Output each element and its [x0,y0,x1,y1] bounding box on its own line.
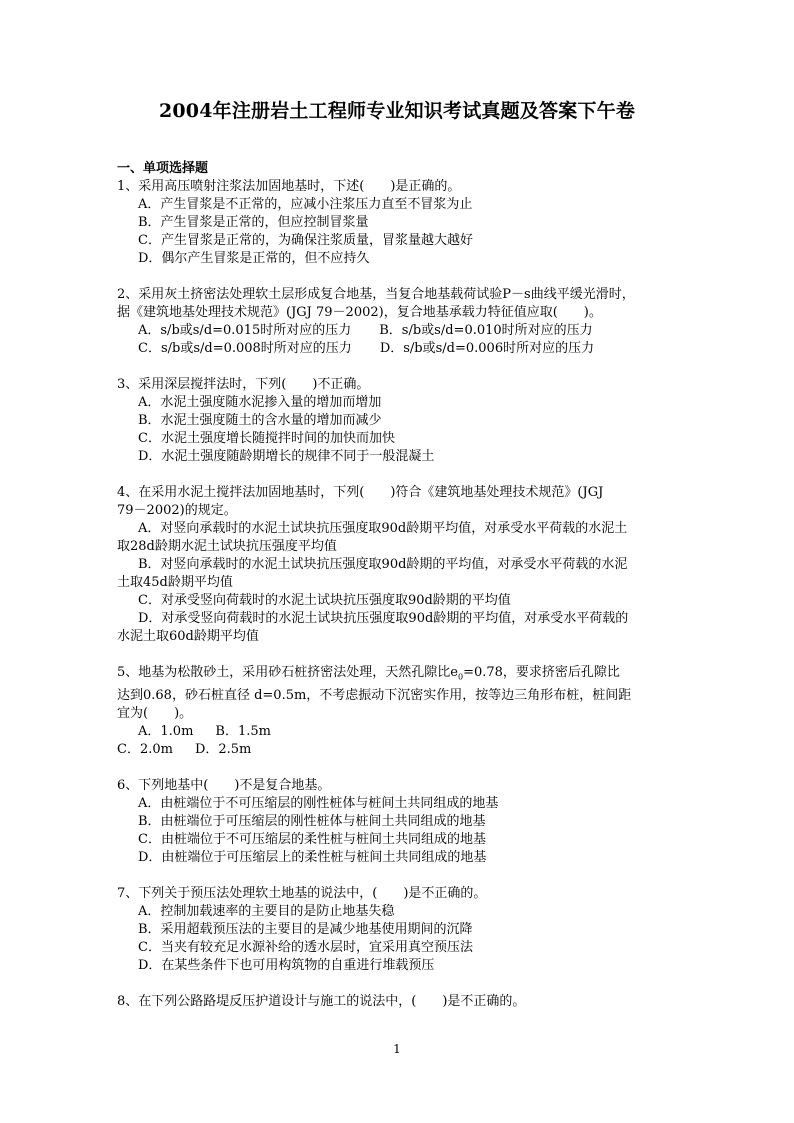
question-6 [117,777,677,867]
option-a: A．s/b或s/d=0.015时所对应的压力 [138,323,352,338]
option-a: A．1.0m [138,723,194,739]
question-stem: 8、在下列公路路堤反压护道设计与施工的说法中，( )是不正确的。 [117,993,526,1009]
option-a-continued: 取28d龄期水泥土试块抗压强度平均值 [117,539,337,554]
document-body [117,160,677,1029]
option-row [117,340,677,358]
option-b: B．对竖向承载时的水泥土试块抗压强度取90d龄期的平均值，对承受水平荷载的水泥 [138,557,628,572]
question-stem-continued: 79－2002)的规定。 [117,503,237,518]
option-row [117,322,677,340]
option-c: C．当夹有较充足水源补给的透水层时，宜采用真空预压法 [138,939,473,955]
question-stem: 2、采用灰土挤密法处理软土层形成复合地基，当复合地基载荷试验P－s曲线平缓光滑时， [117,287,635,302]
option-c: C．由桩端位于不可压缩层的柔性桩与桩间土共同组成的地基 [138,831,486,847]
question-2 [117,286,677,358]
option-row [117,741,677,759]
option-c: C．2.0m [117,741,173,757]
question-stem: 4、在采用水泥土搅拌法加固地基时，下列( )符合《建筑地基处理技术规范》(JGJ [117,485,604,500]
option-c: C．水泥土强度增长随搅拌时间的加快而加快 [138,431,395,446]
option-a: A．产生冒浆是不正常的，应减小注浆压力直至不冒浆为止 [138,197,473,212]
question-stem: 1、采用高压喷射注浆法加固地基时，下述( )是正确的。 [117,179,461,194]
question-stem: 3、采用深层搅拌法时，下列( )不正确。 [117,377,370,392]
question-7 [117,885,677,975]
option-b-continued: 土取45d龄期平均值 [117,575,233,590]
question-stem: 6、下列地基中( )不是复合地基。 [117,777,331,793]
option-a: A．对竖向承载时的水泥土试块抗压强度取90d龄期平均值，对承受水平荷载的水泥土 [138,521,628,536]
question-stem: 7、下列关于预压法处理软土地基的说法中，( )是不正确的。 [117,885,487,901]
option-c: C．产生冒浆是正常的，为确保注浆质量，冒浆量越大越好 [138,233,473,248]
option-row [117,723,677,741]
option-a: A．由桩端位于不可压缩层的刚性桩体与桩间土共同组成的地基 [138,795,499,811]
question-8 [117,993,677,1011]
option-c: C．s/b或s/d=0.008时所对应的压力 [138,341,352,356]
question-1 [117,178,677,268]
option-d: D．在某些条件下也可用构筑物的自重进行堆载预压 [138,957,435,973]
document-title: 2004年注册岩土工程师专业知识考试真题及答案下午卷 [158,100,636,122]
option-c: C．对承受竖向荷载时的水泥土试块抗压强度取90d龄期的平均值 [138,593,511,608]
option-d: D．2.5m [194,741,252,757]
option-b: B．产生冒浆是正常的，但应控制冒浆量 [138,215,369,230]
question-stem: 5、地基为松散砂土，采用砂石桩挤密法处理，天然孔隙比$e_0=0.78$，要求挤密后孔隙比 [117,665,620,682]
option-d: D．偶尔产生冒浆是正常的，但不应持久 [138,251,370,266]
question-3 [117,376,677,466]
option-b: B．s/b或s/d=0.010时所对应的压力 [379,323,593,338]
option-b: B．由桩端位于可压缩层的刚性桩体与桩间土共同组成的地基 [138,813,486,829]
option-b: B．1.5m [215,723,271,739]
option-d-continued: 水泥土取60d龄期平均值 [117,629,259,644]
question-stem-continued: 据《建筑地基处理技术规范》(JGJ 79－2002)，复合地基承载力特征值应取( )。 [117,305,602,320]
option-a: A．水泥土强度随水泥掺入量的增加而增加 [138,395,382,410]
option-a: A．控制加载速率的主要目的是防止地基失稳 [138,903,395,919]
option-d: D．s/b或s/d=0.006时所对应的压力 [379,341,595,356]
option-b: B．水泥土强度随土的含水量的增加而减少 [138,413,382,428]
page-number: 1 [393,1042,401,1056]
option-d: D．对承受竖向荷载时的水泥土试块抗压强度取90d龄期的平均值，对承受水平荷载的 [138,611,629,626]
option-b: B．采用超载预压法的主要目的是减少地基使用期间的沉降 [138,921,473,937]
section-heading: 一、单项选择题 [117,161,209,176]
option-d: D．由桩端位于可压缩层上的柔性桩与桩间土共同组成的地基 [138,849,487,865]
question-5 [117,664,677,759]
option-d: D．水泥土强度随龄期增长的规律不同于一般混凝土 [138,449,435,464]
question-stem-continued: 达到0.68，砂石桩直径 d=0.5m，不考虑振动下沉密实作用，按等边三角形布桩，桩间距 [117,687,632,703]
question-4 [117,484,677,646]
question-stem-continued: 宜为( )。 [117,705,193,721]
